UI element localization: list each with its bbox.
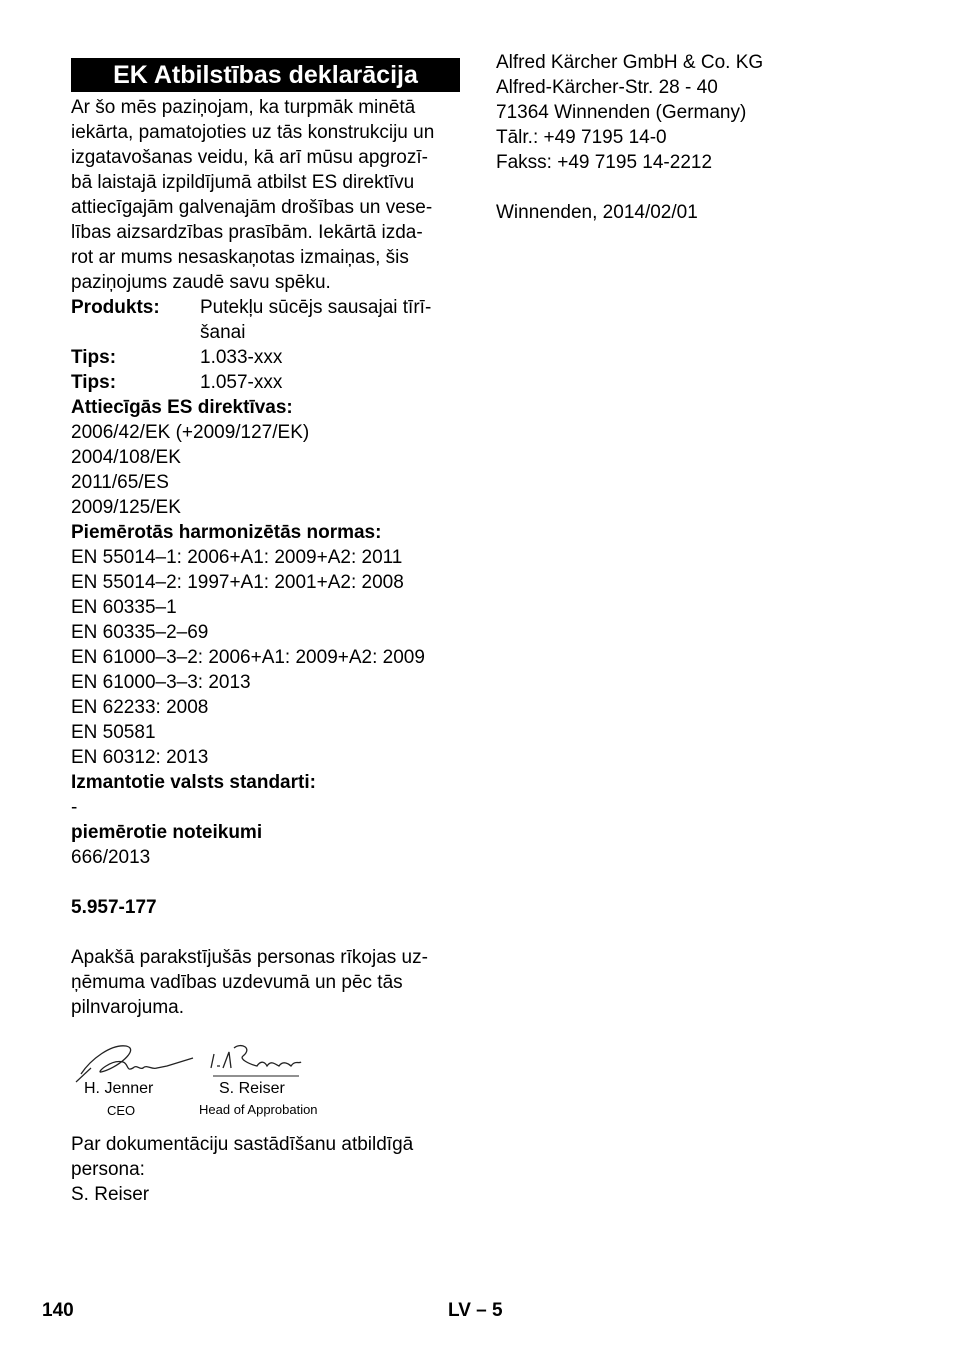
product-value — [200, 295, 461, 345]
signature-reiser — [211, 1046, 301, 1068]
page-number: 140 — [42, 1300, 74, 1321]
right-column — [496, 50, 896, 225]
norm-item: EN 60335–1 — [71, 597, 177, 618]
responsible-person — [71, 1132, 461, 1207]
signatories-line: pilnvarojuma. — [71, 997, 184, 1018]
type-value: 1.057-xxx — [200, 372, 283, 393]
type-label: Tips: — [71, 347, 117, 368]
norm-item: EN 61000–3–2: 2006+A1: 2009+A2: 2009 — [71, 647, 425, 668]
norm-item: EN 55014–1: 2006+A1: 2009+A2: 2011 — [71, 547, 403, 568]
rules-value: 666/2013 — [71, 847, 151, 868]
rules-heading: piemērotie noteikumi — [71, 822, 263, 843]
place-date: Winnenden, 2014/02/01 — [496, 202, 698, 223]
responsible-line: persona: — [71, 1159, 145, 1180]
company-line: Alfred-Kärcher-Str. 28 - 40 — [496, 77, 718, 98]
intro-paragraph — [71, 95, 461, 295]
signature-name-1: H. Jenner — [84, 1080, 154, 1097]
signatories-paragraph — [71, 945, 461, 1020]
product-value-line: Putekļu sūcējs sausajai tīrī- — [200, 297, 432, 318]
signature-name-2: S. Reiser — [219, 1080, 285, 1097]
company-line: 71364 Winnenden (Germany) — [496, 102, 747, 123]
left-column — [71, 95, 461, 1207]
norm-item: EN 50581 — [71, 722, 156, 743]
signature-role-1: CEO — [107, 1103, 136, 1118]
norm-item: EN 60312: 2013 — [71, 747, 209, 768]
product-value-line: šanai — [200, 322, 246, 343]
signature-jenner — [81, 1046, 193, 1074]
company-line: Fakss: +49 7195 14-2212 — [496, 152, 713, 173]
intro-line: paziņojums zaudē savu spēku. — [71, 272, 331, 293]
type-row — [71, 345, 461, 370]
directives-heading: Attiecīgās ES direktīvas: — [71, 397, 293, 418]
directive-item: 2011/65/ES — [71, 472, 169, 493]
intro-line: lības aizsardzības prasībām. Iekārtā izda- — [71, 222, 423, 243]
responsible-line: Par dokumentāciju sastādīšanu atbildīgā — [71, 1134, 414, 1155]
responsible-name: S. Reiser — [71, 1184, 150, 1205]
national-standards-heading: Izmantotie valsts standarti: — [71, 772, 316, 793]
company-line: Alfred Kärcher GmbH & Co. KG — [496, 52, 764, 73]
signatories-line: Apakšā parakstījušās personas rīkojas uz- — [71, 947, 428, 968]
norm-item: EN 61000–3–3: 2013 — [71, 672, 251, 693]
norm-item: EN 55014–2: 1997+A1: 2001+A2: 2008 — [71, 572, 404, 593]
norms-heading: Piemērotās harmonizētās normas: — [71, 522, 382, 543]
page-title: EK Atbilstības deklarācija — [71, 58, 460, 92]
product-label: Produkts: — [71, 297, 160, 318]
intro-line: bā laistajā izpildījumā atbilst ES direktīvu — [71, 172, 415, 193]
language-page-label: LV – 5 — [448, 1300, 503, 1321]
type-value: 1.033-xxx — [200, 347, 283, 368]
company-line: Tālr.: +49 7195 14-0 — [496, 127, 667, 148]
intro-line: rot ar mums nesaskaņotas izmaiņas, šis — [71, 247, 409, 268]
type-label: Tips: — [71, 372, 117, 393]
intro-line: izgatavošanas veidu, kā arī mūsu apgrozī- — [71, 147, 428, 168]
signature-role-2: Head of Approbation — [199, 1102, 318, 1117]
signature-block — [71, 1024, 461, 1132]
national-standards-value: - — [71, 797, 78, 818]
norm-item: EN 62233: 2008 — [71, 697, 209, 718]
intro-line: iekārta, pamatojoties uz tās konstrukciju un — [71, 122, 435, 143]
directive-item: 2006/42/EK (+2009/127/EK) — [71, 422, 310, 443]
directive-item: 2004/108/EK — [71, 447, 181, 468]
type-row — [71, 370, 461, 395]
signatories-line: ņēmuma vadības uzdevumā un pēc tās — [71, 972, 403, 993]
document-number: 5.957-177 — [71, 897, 157, 918]
norm-item: EN 60335–2–69 — [71, 622, 209, 643]
intro-line: attiecīgajām galvenajām drošības un vese- — [71, 197, 433, 218]
directive-item: 2009/125/EK — [71, 497, 181, 518]
intro-line: Ar šo mēs paziņojam, ka turpmāk minētā — [71, 97, 416, 118]
product-row — [71, 295, 461, 345]
